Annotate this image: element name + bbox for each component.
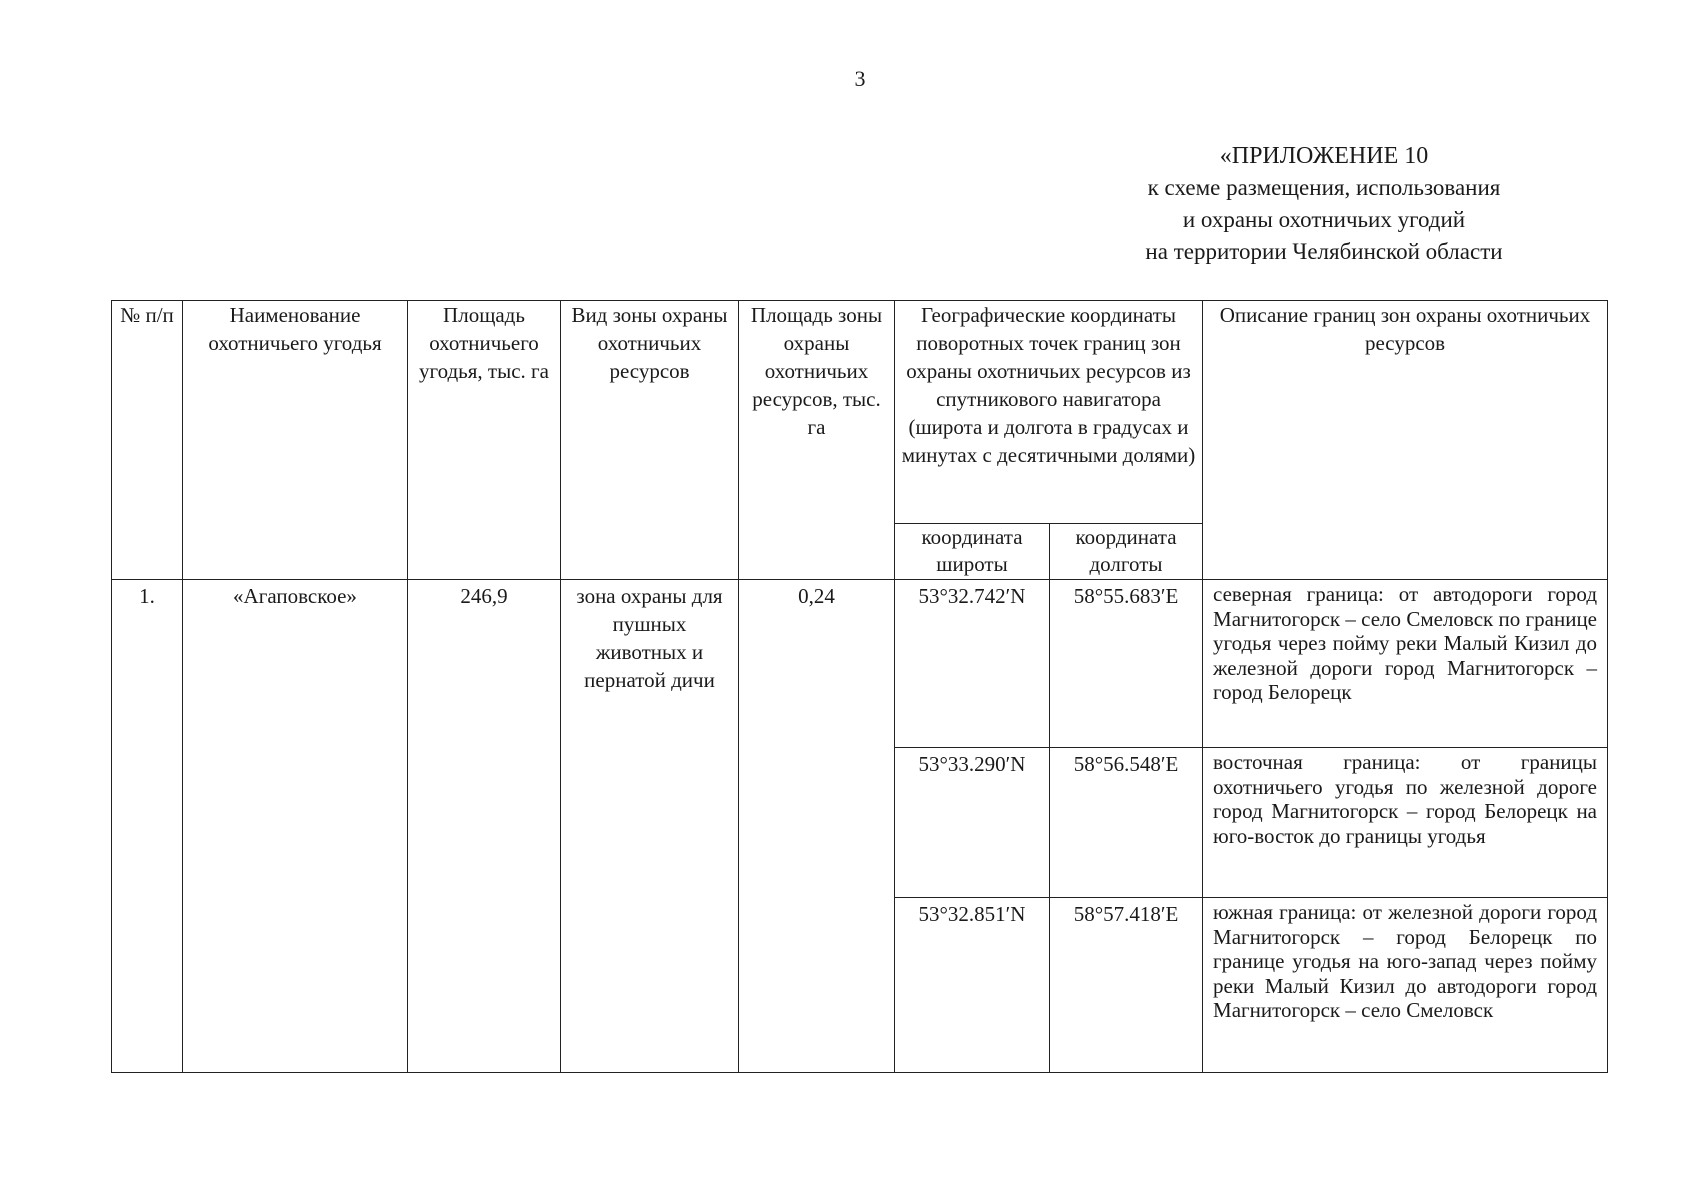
header-longitude: координата долготы xyxy=(1050,524,1203,580)
boundary-description: северная граница: от автодороги город Магнитогорск – село Смеловск по границе угодья через пойму реки Малый Кизил до железной дороги город Магнитогорск – город Белорецк xyxy=(1203,580,1608,748)
row-zone-area: 0,24 xyxy=(739,580,895,1073)
header-number: № п/п xyxy=(112,301,183,580)
longitude-cell: 58°57.418′E xyxy=(1050,898,1203,1073)
header-coordinates: Географические координаты поворотных точек границ зон охраны охотничьих ресурсов из спутникового навигатора (широта и долгота в градусах и минутах с десятичными долями) xyxy=(895,301,1203,524)
header-description: Описание границ зон охраны охотничьих ресурсов xyxy=(1203,301,1608,580)
row-name: «Агаповское» xyxy=(183,580,408,1073)
latitude-cell: 53°32.742′N xyxy=(895,580,1050,748)
row-number: 1. xyxy=(112,580,183,1073)
page-number: 3 xyxy=(854,66,866,91)
boundary-description: южная граница: от железной дороги город Магнитогорск – город Белорецк по границе угодья на юго-запад через пойму реки Малый Кизил до автодороги город Магнитогорск – село Смеловск xyxy=(1203,898,1608,1073)
header-zone-type: Вид зоны охраны охотничьих ресурсов xyxy=(561,301,739,580)
boundary-description: восточная граница: от границы охотничьего угодья по железной дороге город Магнитогорск – город Белорецк на юго-восток до границы угодья xyxy=(1203,748,1608,898)
appendix-line: на территории Челябинской области xyxy=(1145,239,1503,264)
table-row xyxy=(112,580,1608,748)
header-zone-area: Площадь зоны охраны охотничьих ресурсов, тыс. га xyxy=(739,301,895,580)
header-name: Наименование охотничьего угодья xyxy=(183,301,408,580)
latitude-cell: 53°33.290′N xyxy=(895,748,1050,898)
row-area: 246,9 xyxy=(408,580,561,1073)
appendix-caption xyxy=(1064,140,1584,268)
header-area: Площадь охотничьего угодья, тыс. га xyxy=(408,301,561,580)
header-latitude: координата широты xyxy=(895,524,1050,580)
latitude-cell: 53°32.851′N xyxy=(895,898,1050,1073)
appendix-line: к схеме размещения, использования xyxy=(1147,175,1501,200)
appendix-line: и охраны охотничьих угодий xyxy=(1182,207,1466,232)
appendix-title: «ПРИЛОЖЕНИЕ 10 xyxy=(1219,143,1429,169)
longitude-cell: 58°56.548′E xyxy=(1050,748,1203,898)
longitude-cell: 58°55.683′E xyxy=(1050,580,1203,748)
row-zone-type: зона охраны для пушных животных и пернатой дичи xyxy=(561,580,739,1073)
hunting-grounds-table xyxy=(111,300,1608,1073)
